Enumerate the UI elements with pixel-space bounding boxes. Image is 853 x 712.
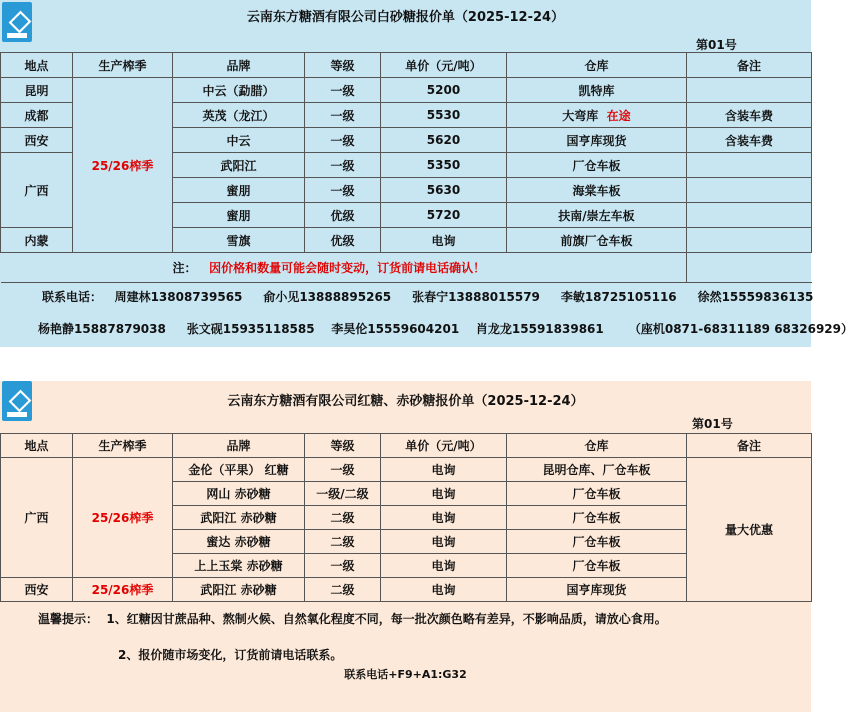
contact: 杨艳静15887879038 <box>38 322 166 336</box>
header-warehouse: 仓库 <box>507 53 687 78</box>
grade-cell: 一级 <box>305 103 381 128</box>
price-cell: 电询 <box>381 482 507 506</box>
warehouse-cell: 扶南/崇左车板 <box>507 203 687 228</box>
grade-cell: 一级 <box>305 153 381 178</box>
price-cell: 5720 <box>381 203 507 228</box>
brand-cell: 网山 赤砂糖 <box>173 482 305 506</box>
brand-cell: 中云（勐腊） <box>173 78 305 103</box>
remark-cell <box>687 228 812 253</box>
contact: 李昊伦15559604201 <box>331 322 460 336</box>
warehouse-cell: 国亨库现货 <box>507 578 687 602</box>
grade-cell: 二级 <box>305 530 381 554</box>
sheet2-doc-number: 第01号 <box>692 417 733 431</box>
price-cell: 电询 <box>381 578 507 602</box>
brand-cell: 武阳江 <box>173 153 305 178</box>
price-cell: 电询 <box>381 458 507 482</box>
table-header-row <box>1 53 812 78</box>
table-row <box>1 458 812 482</box>
warehouse-cell: 厂仓车板 <box>507 153 687 178</box>
white-sugar-price-table <box>0 52 812 283</box>
header-remark: 备注 <box>687 434 812 458</box>
tip-line-1 <box>38 610 667 627</box>
header-season: 生产榨季 <box>73 53 173 78</box>
brand-cell: 蜜朋 <box>173 203 305 228</box>
header-brand: 品牌 <box>173 53 305 78</box>
contacts-label: 联系电话： <box>42 290 103 304</box>
price-cell: 电询 <box>381 228 507 253</box>
warehouse-cell: 昆明仓库、厂仓车板 <box>507 458 687 482</box>
header-location: 地点 <box>1 53 73 78</box>
header-season: 生产榨季 <box>73 434 173 458</box>
note-text: 因价格和数量可能会随时变动，订货前请电话确认！ <box>209 261 486 275</box>
brand-cell: 英茂（龙江） <box>173 103 305 128</box>
warehouse-name: 大弯库 <box>562 108 599 123</box>
remark-cell <box>687 178 812 203</box>
in-transit-tag: 在途 <box>606 108 631 123</box>
warehouse-cell: 厂仓车板 <box>507 530 687 554</box>
header-brand: 品牌 <box>173 434 305 458</box>
note-row <box>1 253 812 283</box>
remark-cell <box>687 78 812 103</box>
warehouse-cell: 凯特库 <box>507 78 687 103</box>
contacts-line-1 <box>42 288 813 305</box>
warehouse-cell: 厂仓车板 <box>507 482 687 506</box>
brand-cell: 蜜朋 <box>173 178 305 203</box>
location-cell: 昆明 <box>1 78 73 103</box>
price-cell: 电询 <box>381 530 507 554</box>
price-cell: 电询 <box>381 554 507 578</box>
header-remark: 备注 <box>687 53 812 78</box>
grade-cell: 一级 <box>305 78 381 103</box>
grade-cell: 一级/二级 <box>305 482 381 506</box>
remark-cell <box>687 153 812 178</box>
season-cell: 25/26榨季 <box>73 578 173 602</box>
season-cell: 25/26榨季 <box>73 458 173 578</box>
grade-cell: 一级 <box>305 554 381 578</box>
price-cell: 5530 <box>381 103 507 128</box>
warehouse-cell: 海棠车板 <box>507 178 687 203</box>
brand-cell: 金伦（平果） 红糖 <box>173 458 305 482</box>
price-cell: 5350 <box>381 153 507 178</box>
warehouse-cell: 厂仓车板 <box>507 506 687 530</box>
location-cell: 广西 <box>1 458 73 578</box>
warehouse-cell: 厂仓车板 <box>507 554 687 578</box>
landline: （座机0871-68311189 68326929） <box>628 322 853 336</box>
note-label: 注： <box>172 261 197 275</box>
remark-cell: 量大优惠 <box>687 458 812 602</box>
sheet-separator <box>0 347 811 381</box>
header-grade: 等级 <box>305 53 381 78</box>
brand-cell: 雪旗 <box>173 228 305 253</box>
location-cell: 成都 <box>1 103 73 128</box>
price-cell: 5620 <box>381 128 507 153</box>
remark-cell: 含装车费 <box>687 128 812 153</box>
tip-line-2: 2、报价随市场变化，订货前请电话联系。 <box>118 648 343 662</box>
note-remark-cell <box>687 253 812 283</box>
sheet1-title: 云南东方糖酒有限公司白砂糖报价单（2025-12-24） <box>246 10 565 25</box>
brown-sugar-sheet <box>0 381 811 712</box>
header-price: 单价（元/吨） <box>381 53 507 78</box>
grade-cell: 优级 <box>305 203 381 228</box>
brand-cell: 武阳江 赤砂糖 <box>173 578 305 602</box>
grade-cell: 一级 <box>305 458 381 482</box>
white-sugar-sheet <box>0 0 853 347</box>
sheet1-doc-number: 第01号 <box>696 38 737 52</box>
tip-text: 1、红糖因甘蔗品种、熬制火候、自然氧化程度不同，每一批次颜色略有差异，不影响品质，请放心食用。 <box>106 612 667 626</box>
contact: 李敏18725105116 <box>560 290 677 304</box>
location-cell: 西安 <box>1 578 73 602</box>
remark-cell <box>687 203 812 228</box>
note-cell <box>1 253 687 283</box>
contact: 肖龙龙15591839861 <box>475 322 604 336</box>
footer-contact: 联系电话+F9+A1:G32 <box>344 668 467 681</box>
grade-cell: 二级 <box>305 506 381 530</box>
brand-cell: 中云 <box>173 128 305 153</box>
price-cell: 电询 <box>381 506 507 530</box>
location-cell: 内蒙 <box>1 228 73 253</box>
contact: 俞小见13888895265 <box>263 290 392 304</box>
location-cell: 西安 <box>1 128 73 153</box>
header-warehouse: 仓库 <box>507 434 687 458</box>
grade-cell: 优级 <box>305 228 381 253</box>
contact: 徐然15559836135 <box>697 290 814 304</box>
sheet2-title: 云南东方糖酒有限公司红糖、赤砂糖报价单（2025-12-24） <box>227 394 584 409</box>
price-cell: 5630 <box>381 178 507 203</box>
warehouse-cell <box>507 103 687 128</box>
contacts-line-2 <box>38 320 853 337</box>
contact: 周建林13808739565 <box>114 290 243 304</box>
warehouse-cell: 国亨库现货 <box>507 128 687 153</box>
price-cell: 5200 <box>381 78 507 103</box>
tip-label: 温馨提示： <box>38 612 99 626</box>
table-row <box>1 78 812 103</box>
remark-cell: 含装车费 <box>687 103 812 128</box>
table-header-row <box>1 434 812 458</box>
header-grade: 等级 <box>305 434 381 458</box>
contact: 张春宁13888015579 <box>412 290 540 304</box>
location-cell: 广西 <box>1 153 73 228</box>
grade-cell: 一级 <box>305 178 381 203</box>
header-price: 单价（元/吨） <box>381 434 507 458</box>
brand-cell: 蜜达 赤砂糖 <box>173 530 305 554</box>
brand-cell: 武阳江 赤砂糖 <box>173 506 305 530</box>
grade-cell: 二级 <box>305 578 381 602</box>
grade-cell: 一级 <box>305 128 381 153</box>
brand-cell: 上上玉棠 赤砂糖 <box>173 554 305 578</box>
contact: 张文砚15935118585 <box>186 322 315 336</box>
warehouse-cell: 前旗厂仓车板 <box>507 228 687 253</box>
season-cell: 25/26榨季 <box>73 78 173 253</box>
header-location: 地点 <box>1 434 73 458</box>
brown-sugar-price-table <box>0 433 812 602</box>
